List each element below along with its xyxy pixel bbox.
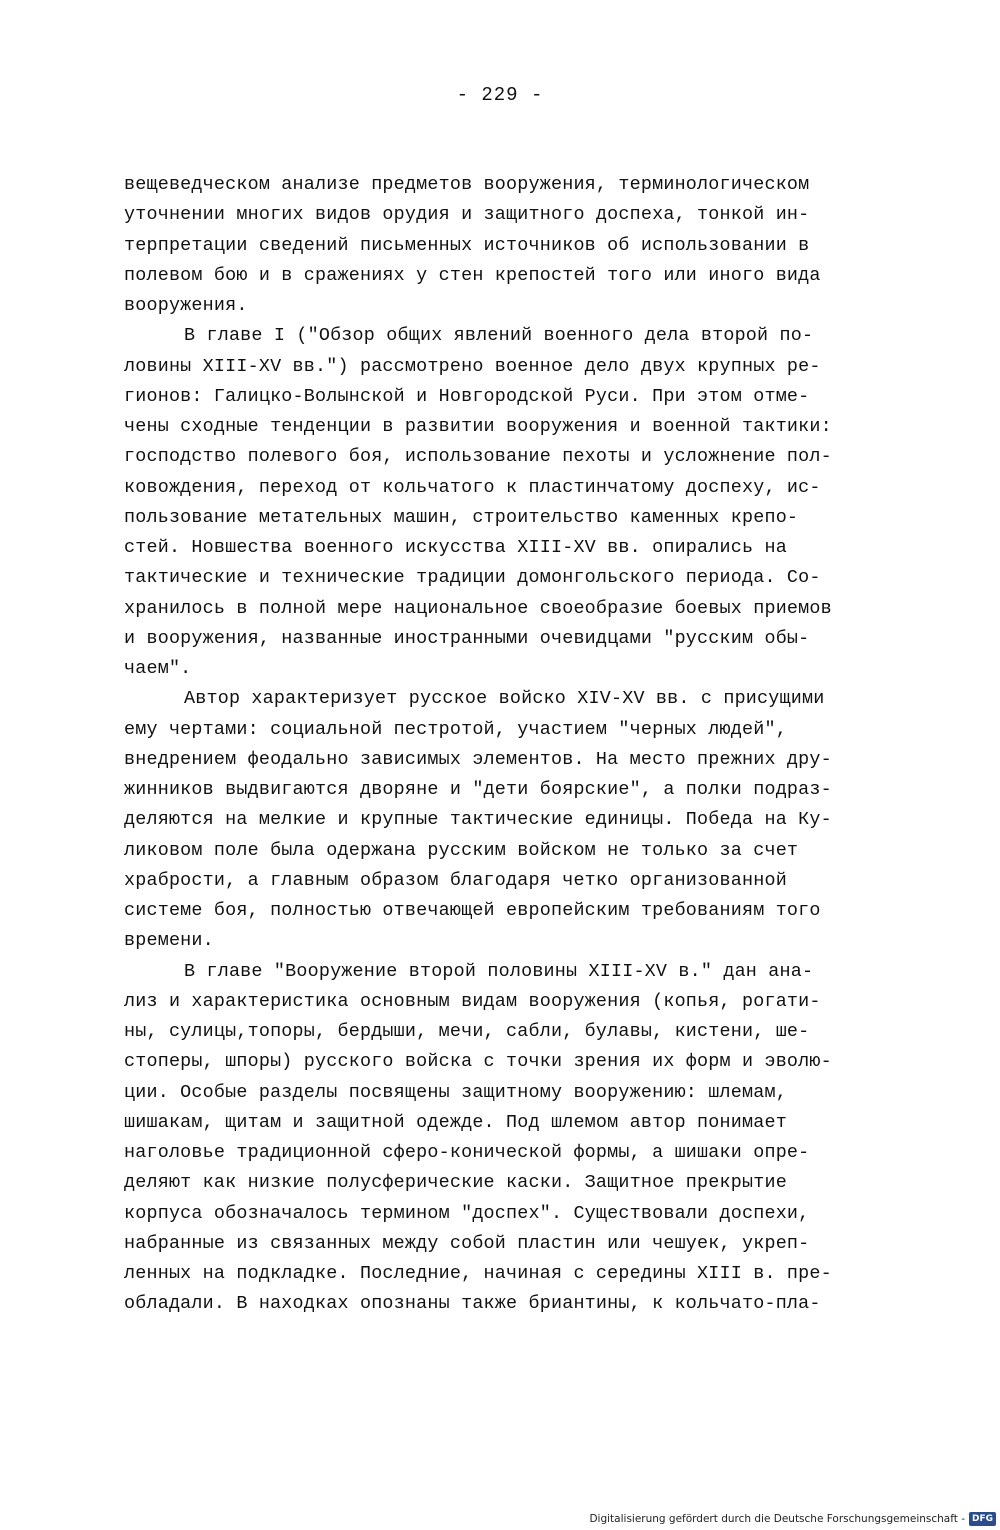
text-line-8: гионов: Галицко-Волынской и Новгородской Руси. При этом отме-: [124, 385, 810, 407]
text-line-3: терпретации сведений письменных источников об использовании в: [124, 234, 810, 256]
text-line-16: и вооружения, названные иностранными очевидцами "русским обы-: [124, 627, 810, 649]
text-line-12: пользование метательных машин, строительство каменных крепо-: [124, 506, 799, 528]
text-line-30: стоперы, шпоры) русского войска с точки зрения их форм и эволю-: [124, 1051, 832, 1073]
text-line-21: жинников выдвигаются дворяне и "дети боярские", а полки подраз-: [124, 779, 832, 800]
text-line-34: деляют как низкие полусферические каски. Защитное прекрытие: [124, 1172, 787, 1194]
page-number: - 229 -: [456, 84, 544, 106]
text-line-38: обладали. В находках опознаны также бриантины, к кольчато-пла-: [124, 1293, 821, 1315]
text-line-35: корпуса обозначалось термином "доспех". Существовали доспехи,: [124, 1202, 810, 1224]
text-line-26: времени.: [124, 930, 214, 952]
text-line-18: Автор характеризует русское войско XIV-XV вв. с присущими: [184, 688, 825, 710]
digitization-footer: [589, 1512, 996, 1526]
text-line-7: ловины XIII-XV вв.") рассмотрено военное дело двух крупных ре-: [124, 355, 821, 377]
text-line-25: системе боя, полностью отвечающей европейским требованиям того: [124, 900, 821, 921]
text-line-19: ему чертами: социальной пестротой, участием "черных людей",: [124, 718, 787, 740]
text-line-36: набранные из связанных между собой пластин или чешуек, укреп-: [124, 1232, 810, 1254]
text-line-14: тактические и технические традиции домонгольского периода. Со-: [124, 567, 821, 589]
body-text: [124, 170, 894, 1320]
text-line-10: господство полевого боя, использование пехоты и усложнение пол-: [124, 446, 832, 468]
text-line-1: вещеведческом анализе предметов вооружения, терминологическом: [124, 174, 810, 195]
text-line-9: чены сходные тенденции в развитии вооружения и военной тактики:: [124, 416, 832, 437]
text-line-11: ковождения, переход от кольчатого к пластинчатому доспеху, ис-: [124, 476, 821, 498]
text-line-29: ны, сулицы,топоры, бердыши, мечи, сабли, булавы, кистени, ше-: [124, 1021, 810, 1042]
text-line-22: деляются на мелкие и крупные тактические единицы. Победа на Ку-: [124, 809, 832, 831]
text-line-5: вооружения.: [124, 295, 248, 316]
text-line-6: В главе I ("Обзор общих явлений военного дела второй по-: [184, 325, 814, 347]
text-line-23: ликовом поле была одержана русским войском не только за счет: [124, 839, 799, 861]
text-line-37: ленных на подкладке. Последние, начиная с середины XIII в. пре-: [124, 1263, 832, 1284]
text-line-4: полевом бою и в сражениях у стен крепостей того или иного вида: [124, 264, 821, 286]
text-line-20: внедрением феодально зависимых элементов. На место прежних дру-: [124, 748, 832, 770]
text-line-28: лиз и характеристика основным видам вооружения (копья, рогати-: [124, 990, 821, 1012]
text-line-17: чаем".: [124, 658, 192, 679]
text-line-33: наголовье традиционной сферо-конической формы, а шишаки опре-: [124, 1142, 810, 1163]
dfg-logo-icon: DFG: [969, 1512, 996, 1526]
text-line-27: В главе "Вооружение второй половины XIII-XV в." дан ана-: [184, 960, 814, 982]
text-line-24: храбрости, а главным образом благодаря четко организованной: [124, 869, 787, 891]
footer-credit-text: Digitalisierung gefördert durch die Deutsche Forschungsgemeinschaft -: [589, 1513, 965, 1525]
text-line-32: шишакам, щитам и защитной одежде. Под шлемом автор понимает: [124, 1111, 787, 1133]
text-line-2: уточнении многих видов орудия и защитного доспеха, тонкой ин-: [124, 204, 810, 226]
text-line-31: ции. Особые разделы посвящены защитному вооружению: шлемам,: [124, 1081, 787, 1103]
text-line-15: хранилось в полной мере национальное своеобразие боевых приемов: [124, 597, 832, 619]
text-line-13: стей. Новшества военного искусства XIII-XV вв. опирались на: [124, 537, 787, 558]
